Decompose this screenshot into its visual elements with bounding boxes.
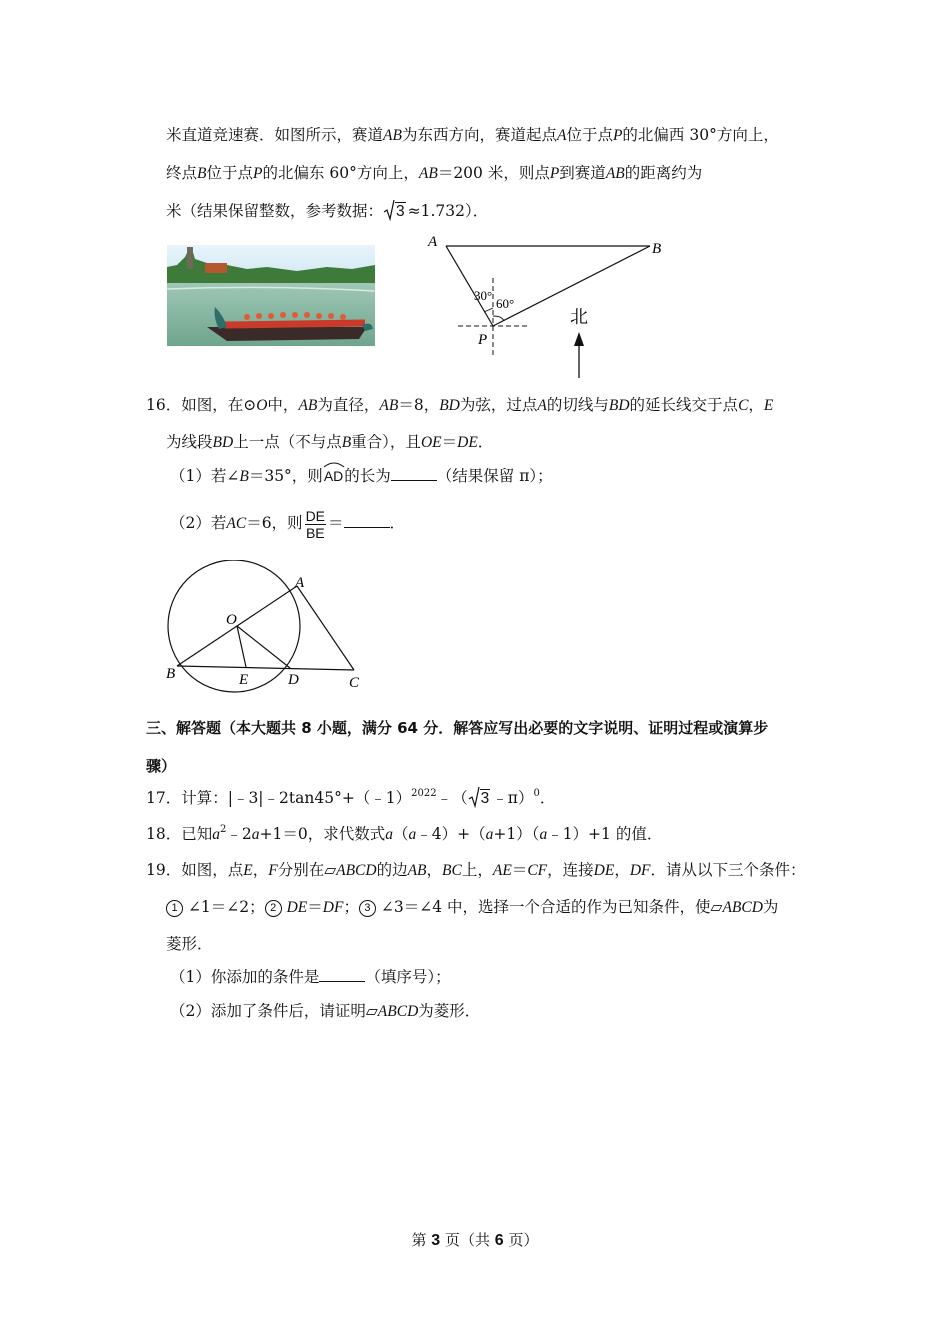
text: 米直道竞速赛．如图所示，赛道	[166, 126, 384, 144]
label-60: 60°	[496, 296, 515, 311]
text: AB	[418, 165, 438, 182]
q17	[146, 788, 555, 811]
text: ﹣（	[436, 789, 468, 807]
text: 16．如图，在⊙	[146, 396, 257, 414]
text: ABCD	[336, 862, 377, 879]
text: 位于点	[566, 126, 613, 144]
exponent: 2	[219, 824, 227, 835]
text: （1）若∠	[170, 467, 240, 485]
circled-number: 1	[166, 900, 183, 917]
text: BD	[439, 397, 460, 414]
q16-line-2	[166, 432, 493, 453]
text: ．	[389, 514, 406, 532]
label-c: C	[349, 675, 360, 691]
fraction-denominator: BE	[305, 524, 325, 541]
text: 为	[762, 898, 779, 916]
text: ＝	[511, 861, 528, 879]
text: a	[408, 826, 417, 843]
text: AB	[383, 127, 402, 144]
text: 为线段	[166, 433, 213, 451]
angle-arc-30	[484, 308, 493, 312]
text: E	[243, 862, 253, 879]
exponent: 0	[533, 788, 540, 799]
answer-blank[interactable]	[391, 466, 437, 481]
text: P	[253, 165, 263, 182]
fraction	[305, 508, 326, 541]
text: 为弦，过点	[459, 396, 538, 414]
text: 第	[411, 1231, 427, 1249]
q16-figure	[160, 560, 370, 696]
text: O	[256, 397, 268, 414]
text: ＝6，则	[246, 514, 303, 532]
text: ABCD	[377, 1003, 419, 1020]
line-bc	[177, 666, 354, 670]
section3-heading-1: 三、解答题（本大题共 8 小题，满分 64 分．解答应写出必要的文字说明、证明过程或演算步	[146, 719, 769, 737]
text: +1）（	[493, 825, 540, 843]
section3-heading-2: 骤）	[146, 757, 177, 775]
text: DF	[629, 862, 651, 879]
text: AB	[605, 165, 625, 182]
text: BD	[608, 397, 630, 414]
text: （填序号）；	[365, 968, 451, 986]
label-b: B	[166, 666, 176, 682]
text: 米（结果保留整数，参考数据：	[166, 202, 384, 220]
text: a	[485, 826, 494, 843]
angle-arc-60	[493, 316, 504, 321]
sqrt-symbol	[468, 788, 491, 809]
answer-blank[interactable]	[319, 967, 365, 982]
q16-line-1	[146, 395, 773, 416]
text: 18．已知	[146, 825, 213, 843]
text: 的切线与	[546, 396, 609, 414]
text: ∠3＝∠4 中，选择一个合适的作为已知条件，使▱	[380, 898, 723, 916]
text: 页（共	[444, 1231, 490, 1249]
text: ．	[477, 433, 494, 451]
label-e: E	[239, 672, 249, 688]
q18	[146, 824, 662, 847]
label-30: 30°	[474, 288, 493, 303]
text: ﹣1）+1 的值．	[547, 825, 663, 843]
page-number: 3	[431, 1232, 441, 1249]
text: 到赛道	[559, 164, 606, 182]
page-footer	[0, 1229, 950, 1250]
text: 为东西方向，赛道起点	[401, 126, 557, 144]
text: ABCD	[722, 899, 763, 916]
text: ＝200 米，则点	[437, 164, 550, 182]
q15-line-1	[166, 125, 779, 146]
exponent: 2022	[411, 788, 437, 799]
text: ．请从以下三个条件：	[650, 861, 806, 879]
text: P	[612, 127, 623, 144]
page-total: 6	[494, 1232, 504, 1249]
segment-ap	[446, 246, 493, 326]
circled-number: 3	[359, 900, 376, 917]
text: a	[212, 826, 220, 843]
text: a	[385, 826, 393, 843]
q19-part-1	[170, 967, 451, 987]
text: ，	[252, 861, 269, 879]
text: DF	[322, 899, 344, 916]
text: C	[738, 397, 749, 414]
text: P	[549, 165, 560, 182]
text: F	[268, 862, 278, 879]
text: 上一点（不与点	[233, 433, 342, 451]
q19-line-2	[166, 897, 778, 918]
text: AC	[226, 515, 247, 532]
text: 页）	[508, 1231, 539, 1249]
text: A	[537, 397, 547, 414]
text: ＝	[328, 514, 344, 532]
sqrt-symbol	[383, 201, 406, 222]
text: B	[239, 468, 249, 485]
text: CF	[527, 862, 548, 879]
text: ﹣2	[226, 825, 252, 843]
text: 的延长线交于点	[629, 396, 739, 414]
q15-line-2	[166, 163, 702, 184]
text: ，	[426, 861, 443, 879]
text: 的距离约为	[624, 164, 703, 182]
text: ＝35°，则	[248, 467, 323, 485]
label-b: B	[652, 241, 662, 257]
text: a	[251, 826, 260, 843]
text: AB	[379, 397, 399, 414]
text: 的边	[376, 861, 408, 879]
text: 的北偏东 60°方向上，	[262, 164, 419, 182]
text: 位于点	[206, 164, 253, 182]
text: DE	[457, 434, 478, 451]
text: AE	[492, 862, 512, 879]
label-o: O	[226, 612, 237, 628]
label-d: D	[288, 672, 299, 688]
q19-part-2	[170, 1001, 480, 1022]
arc-label: AD	[323, 468, 344, 484]
text: 为菱形．	[418, 1002, 481, 1020]
text: ，	[748, 396, 764, 414]
q19-line-1	[146, 860, 806, 881]
text: （	[392, 825, 409, 843]
text: ，连接	[547, 861, 594, 879]
circled-number: 2	[265, 900, 282, 917]
text: ．	[539, 789, 556, 807]
q15-line-3	[166, 201, 488, 222]
q16-part-2	[170, 507, 405, 541]
q15-figure	[420, 228, 680, 386]
text: （结果保留 π）；	[436, 467, 553, 485]
text: ∠1＝∠2；	[187, 898, 265, 916]
text: ；	[343, 898, 359, 916]
fraction-numerator: DE	[305, 507, 326, 524]
text: 分别在▱	[277, 861, 337, 879]
text: AB	[298, 397, 318, 414]
text: ﹣4）+（	[416, 825, 486, 843]
text: B	[197, 165, 207, 182]
text: （2）若	[170, 514, 227, 532]
text: 终点	[166, 164, 198, 182]
radicand: 3	[396, 203, 405, 220]
answer-blank[interactable]	[344, 513, 390, 528]
text: BD	[212, 434, 234, 451]
text: ≈1.732）．	[407, 202, 489, 220]
text: A	[556, 127, 567, 144]
arc-notation	[323, 466, 344, 486]
tangent-ac	[297, 586, 354, 670]
north-arrow-head	[574, 332, 584, 346]
dragon-boat-photo	[167, 245, 375, 346]
text: DE	[593, 862, 615, 879]
label-a: A	[428, 234, 438, 250]
label-p: P	[478, 332, 488, 348]
text: （1）你添加的条件是	[170, 968, 320, 986]
text: AB	[407, 862, 427, 879]
text: ﹣π）	[492, 789, 534, 807]
text: DE	[286, 899, 308, 916]
q16-part-1	[170, 466, 553, 487]
text: 重合），且	[351, 433, 421, 451]
radicand: 3	[480, 790, 490, 807]
q19-line-3: 菱形．	[166, 935, 213, 953]
text: OE	[420, 434, 442, 451]
label-a: A	[295, 575, 305, 591]
text: 中，	[267, 396, 299, 414]
text: ＝8，	[398, 396, 440, 414]
text: ，	[614, 861, 630, 879]
text: （2）添加了条件后，请证明▱	[170, 1002, 378, 1020]
text: a	[539, 826, 548, 843]
text: B	[341, 434, 352, 451]
text: BC	[442, 862, 462, 879]
text: +1＝0，求代数式	[259, 825, 386, 843]
label-north: 北	[570, 307, 588, 328]
text: 的北偏西 30°方向上，	[622, 126, 779, 144]
text: 上，	[461, 861, 493, 879]
text: ＝	[307, 898, 323, 916]
text: 的长为	[344, 467, 391, 485]
text: 19．如图，点	[146, 861, 244, 879]
text: ＝	[441, 433, 458, 451]
text: 为直径，	[317, 396, 380, 414]
text: 17．计算：|﹣3|﹣2tan45°+（﹣1）	[146, 789, 412, 807]
text: E	[763, 397, 774, 414]
